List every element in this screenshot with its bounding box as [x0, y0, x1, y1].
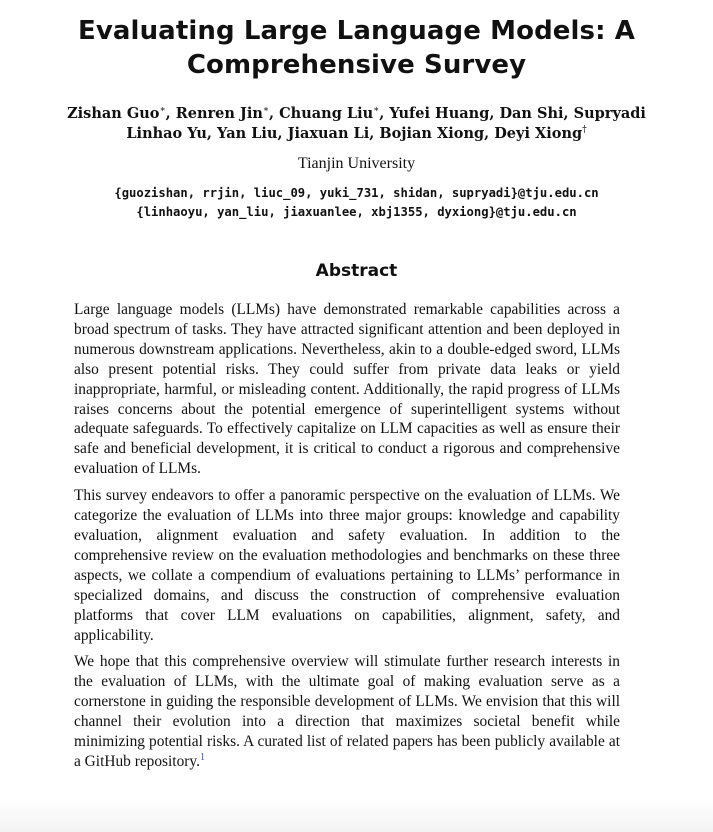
author-name: Linhao Yu	[126, 125, 207, 142]
author-name: Supryadi	[573, 105, 646, 122]
email-line: {guozishan, rrjin, liuc_09, yuki_731, shidan, supryadi}@tju.edu.cn	[114, 186, 599, 200]
abstract-paragraph: This survey endeavors to offer a panoramic perspective on the evaluation of LLMs. We categorize the evaluation of LLMs into three major groups: knowledge and capability evaluation, alignment evaluation and safety evaluation. In addition to the comprehensive review on the evaluation methodologies and benchmarks on these three aspects, we collate a compendium of evaluations pertaining to LLMs’ performance in specialized domains, and discuss the construction of comprehensive evaluation platforms that cover LLM evaluations on capabilities, alignment, safety, and applicability.	[74, 487, 620, 644]
author-mark: ∗	[262, 105, 270, 116]
author-name: Deyi Xiong	[494, 125, 583, 142]
author-mark: ∗	[373, 105, 380, 116]
email-line: {linhaoyu, yan_liu, jiaxuanlee, xbj1355, dyxiong}@tju.edu.cn	[136, 205, 577, 219]
footnote-link[interactable]: 1	[199, 751, 205, 763]
author-name: Yufei Huang	[389, 105, 490, 122]
email-list	[0, 184, 713, 222]
author-name: Jiaxuan Li	[287, 125, 370, 142]
author-line-1: Zishan Guo∗, Renren Jin∗, Chuang Liu∗, Yufei Huang, Dan Shi, Supryadi	[67, 105, 646, 122]
abstract-heading: Abstract	[315, 261, 398, 281]
author-list	[27, 104, 687, 144]
abstract-body	[74, 300, 620, 772]
paper-title: Evaluating Large Language Models: A Comprehensive Survey	[78, 16, 635, 80]
author-line-2: Linhao Yu, Yan Liu, Jiaxuan Li, Bojian Xiong, Deyi Xiong†	[126, 125, 587, 142]
abstract-paragraph: Large language models (LLMs) have demonstrated remarkable capabilities across a broad spectrum of tasks. They have attracted significant attention and been deployed in numerous downstream applications. Nevertheless, akin to a double-edged sword, LLMs also present potential risks. They could suffer from private data leaks or yield inappropriate, harmful, or misleading content. Additionally, the rapid progress of LLMs raises concerns about the potential emergence of superintelligent systems without adequate safeguards. To effectively capitalize on LLM capacities as well as ensure their safe and beneficial development, it is critical to conduct a rigorous and comprehensive evaluation of LLMs.	[74, 301, 620, 478]
author-name: Dan Shi	[499, 105, 564, 122]
abstract-paragraph	[74, 652, 620, 771]
author-name: Chuang Liu	[279, 105, 374, 122]
affiliation: Tianjin University	[297, 155, 416, 172]
author-mark: †	[582, 125, 587, 136]
author-name: Bojian Xiong	[379, 125, 485, 142]
author-name: Zishan Guo	[67, 105, 160, 122]
author-name: Yan Liu	[217, 125, 278, 142]
author-name: Renren Jin	[175, 105, 263, 122]
author-mark: ∗	[159, 105, 166, 116]
abstract-paragraph-text: We hope that this comprehensive overview will stimulate further research interests in the evaluation of LLMs, with the ultimate goal of making evaluation serve as a cornerstone in guiding the responsible development of LLMs. We envision that this will channel their evolution into a direction that maximizes societal benefit while minimizing potential risks. A curated list of related papers has been publicly available at a GitHub repository.	[74, 653, 620, 770]
